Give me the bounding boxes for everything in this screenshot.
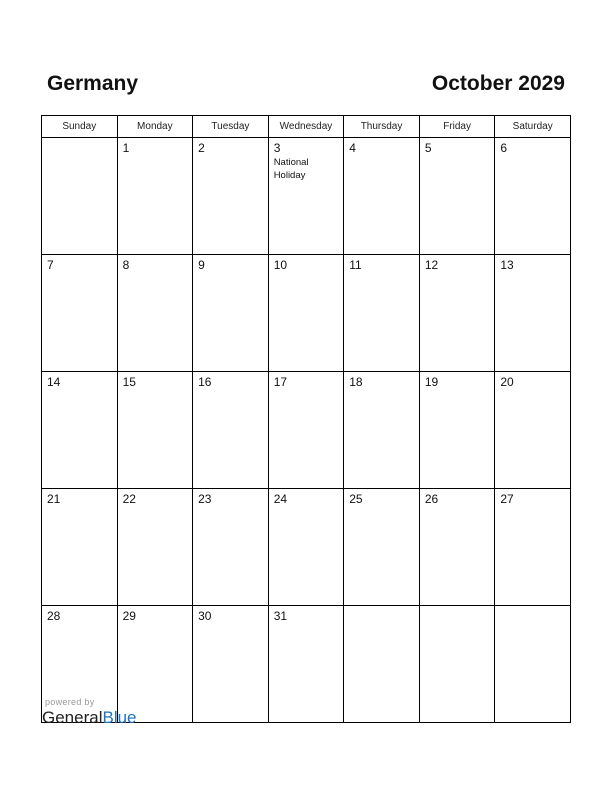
- day-cell: [495, 255, 571, 372]
- day-cell: [268, 489, 344, 606]
- powered-by-label: powered by: [45, 697, 95, 707]
- day-cell: [344, 138, 420, 255]
- weekday-header-tuesday: Tuesday: [193, 116, 269, 138]
- day-cell: [419, 255, 495, 372]
- day-number: 23: [198, 492, 212, 506]
- calendar-grid: [41, 115, 571, 723]
- day-cell: [193, 489, 269, 606]
- week-row: [42, 138, 571, 255]
- day-cell: [344, 606, 420, 723]
- day-cell: [344, 372, 420, 489]
- month-year-title: October 2029: [431, 72, 565, 95]
- day-cell: [419, 372, 495, 489]
- country-title: Germany: [47, 72, 139, 95]
- weekday-header-monday: Monday: [117, 116, 193, 138]
- day-number: 26: [424, 492, 439, 506]
- day-cell: [268, 372, 344, 489]
- day-number: 12: [424, 258, 439, 272]
- day-cell: [193, 372, 269, 489]
- holiday-label: National Holiday: [273, 157, 309, 181]
- day-cell: [419, 489, 495, 606]
- day-number: 8: [122, 258, 130, 272]
- day-number: 14: [47, 375, 61, 389]
- day-number: 13: [500, 258, 514, 272]
- day-cell: [117, 606, 193, 723]
- day-cell: [42, 255, 118, 372]
- day-number: 27: [500, 492, 514, 506]
- week-row: [42, 255, 571, 372]
- day-cell: [268, 255, 344, 372]
- day-number: 4: [349, 141, 356, 155]
- day-number: 29: [122, 609, 136, 623]
- day-cell: [344, 489, 420, 606]
- day-cell: [495, 138, 571, 255]
- day-number: 17: [273, 375, 288, 389]
- day-cell: [117, 138, 193, 255]
- brand-blue-text: Blue: [102, 708, 137, 727]
- day-number: 5: [424, 141, 432, 155]
- weekday-header-sunday: Sunday: [42, 116, 118, 138]
- day-cell: [42, 138, 118, 255]
- day-number: 19: [424, 375, 439, 389]
- day-number: 3: [273, 141, 281, 155]
- generalblue-logo[interactable]: [42, 708, 137, 728]
- day-cell: [42, 489, 118, 606]
- week-row: [42, 372, 571, 489]
- day-cell: [268, 606, 344, 723]
- day-cell: [268, 138, 344, 255]
- day-number: 16: [198, 375, 212, 389]
- weekday-header-row: [42, 116, 571, 138]
- day-number: 20: [500, 375, 514, 389]
- day-number: 10: [273, 258, 288, 272]
- day-cell: [117, 255, 193, 372]
- day-cell: [495, 489, 571, 606]
- day-number: 28: [47, 609, 61, 623]
- day-number: 9: [198, 258, 205, 272]
- weekday-header-saturday: Saturday: [495, 116, 571, 138]
- day-number: 22: [122, 492, 136, 506]
- day-cell: [419, 606, 495, 723]
- weekday-header-friday: Friday: [419, 116, 495, 138]
- day-cell: [419, 138, 495, 255]
- day-number: 18: [349, 375, 363, 389]
- day-cell: [495, 372, 571, 489]
- week-row: [42, 606, 571, 723]
- day-cell: [117, 372, 193, 489]
- weekday-header-thursday: Thursday: [344, 116, 420, 138]
- day-cell: [193, 138, 269, 255]
- day-number: 11: [349, 258, 362, 272]
- day-cell: [117, 489, 193, 606]
- day-cell: [193, 255, 269, 372]
- brand-general-text: General: [42, 708, 103, 727]
- day-number: 31: [273, 609, 288, 623]
- day-number: 24: [273, 492, 288, 506]
- week-row: [42, 489, 571, 606]
- day-number: 7: [47, 258, 54, 272]
- day-number: 21: [47, 492, 61, 506]
- day-cell: [344, 255, 420, 372]
- day-number: 1: [122, 141, 130, 155]
- day-number: 30: [198, 609, 212, 623]
- day-cell: [495, 606, 571, 723]
- weekday-header-wednesday: Wednesday: [268, 116, 344, 138]
- day-cell: [42, 372, 118, 489]
- day-number: 25: [349, 492, 363, 506]
- day-number: 6: [500, 141, 508, 155]
- day-number: 15: [122, 375, 136, 389]
- day-number: 2: [198, 141, 205, 155]
- day-cell: [193, 606, 269, 723]
